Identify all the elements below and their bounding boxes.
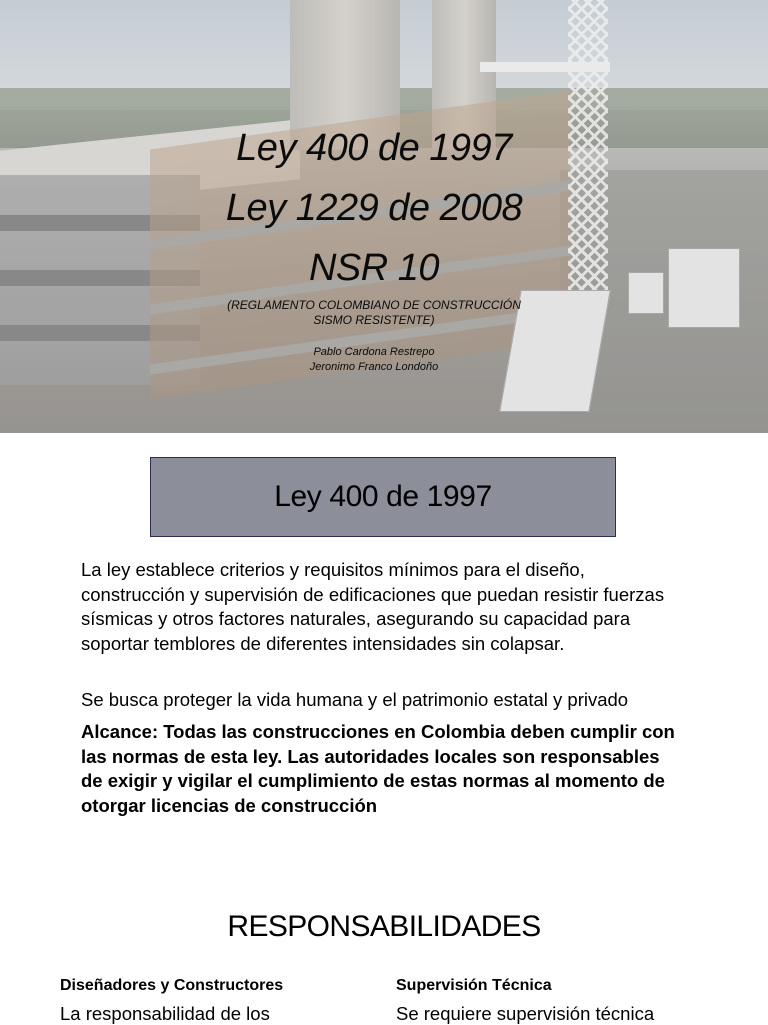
section-title-box — [150, 457, 616, 537]
cover-title-line: NSR 10 — [308, 247, 440, 289]
cover-slide — [0, 0, 768, 433]
column-heading-supervision: Supervisión Técnica — [396, 977, 552, 994]
body-paragraph: Se busca proteger la vida humana y el patrimonio estatal y privado — [81, 689, 629, 710]
responsibilities-heading: RESPONSABILIDADES — [227, 910, 541, 943]
authors — [0, 345, 748, 375]
column-text-designers: La responsabilidad de los — [60, 1003, 270, 1024]
column-heading-designers: Diseñadores y Constructores — [60, 977, 284, 994]
cover-title-line: Ley 400 de 1997 — [236, 127, 512, 169]
author-name: Jeronimo Franco Londoño — [309, 361, 439, 373]
body-paragraph: La ley establece criterios y requisitos mínimos para el diseño, construcción y supervisión de edificaciones que puedan resistir fuerzas sísmicas y otros factores naturales, asegurando su capacidad para soportar temblores de diferentes intensidades sin colapsar. — [81, 559, 665, 654]
cover-subtitle-line: SISMO RESISTENTE) — [313, 313, 435, 327]
column-text-supervision: Se requiere supervisión técnica — [396, 1003, 655, 1024]
cover-titles — [0, 118, 748, 375]
cover-subtitle-line: (REGLAMENTO COLOMBIANO DE CONSTRUCCIÓN — [227, 298, 521, 312]
scope-paragraph: Alcance: Todas las construcciones en Colombia deben cumplir con las normas de esta ley. Las autoridades locales son responsables de exigir y vigilar el cumplimiento de estas normas al momento de otorgar licencias de construcción — [81, 721, 675, 816]
section-title: Ley 400 de 1997 — [274, 480, 492, 513]
cover-title-line: Ley 1229 de 2008 — [225, 187, 523, 229]
author-name: Pablo Cardona Restrepo — [313, 346, 435, 358]
